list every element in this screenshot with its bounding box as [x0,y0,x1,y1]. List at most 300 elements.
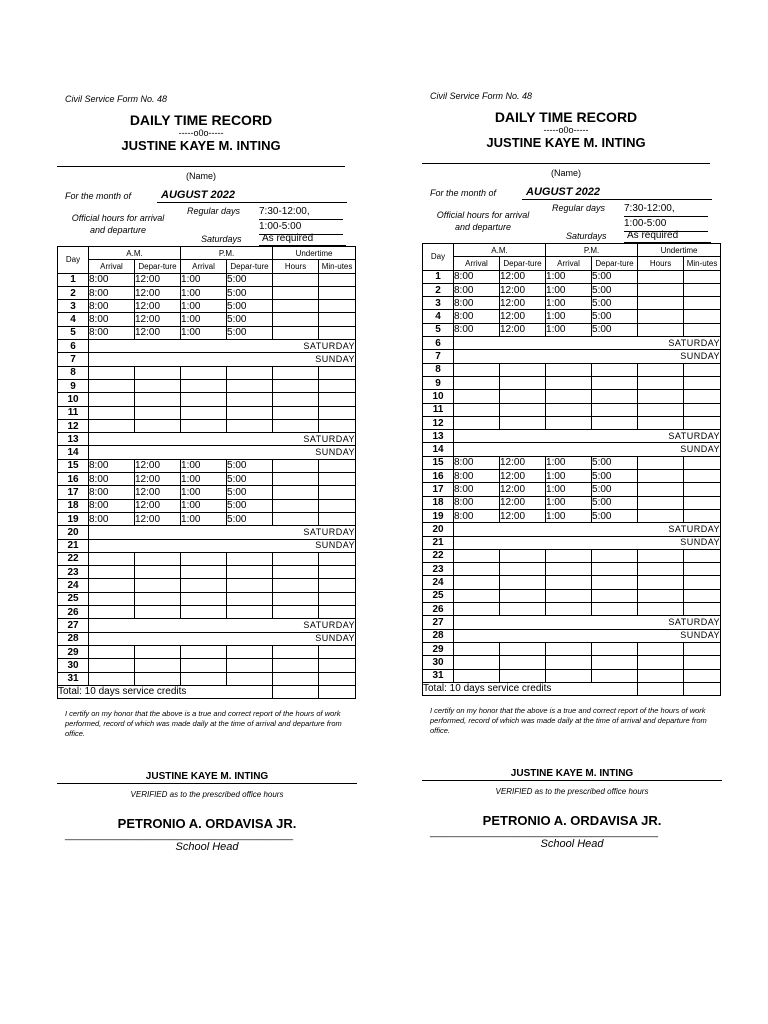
day-number: 12 [58,419,89,432]
undertime-hours-cell [638,270,684,283]
undertime-hours-cell [273,552,319,565]
am-arrival-cell: 8:00 [454,270,500,283]
pm-arrival-cell [546,589,592,602]
undertime-hours-cell [638,496,684,509]
pm-departure-cell [592,549,638,562]
day-number: 2 [423,283,454,296]
table-row [58,552,356,565]
pm-departure-cell [592,416,638,429]
pm-arrival-cell [181,659,227,672]
am-departure-cell: 12:00 [500,283,546,296]
pm-arrival-cell [181,579,227,592]
day-number: 17 [58,486,89,499]
undertime-minutes-cell [684,603,721,616]
day-number: 4 [58,313,89,326]
am-departure-cell: 12:00 [500,470,546,483]
table-row [58,273,356,286]
school-head-name: PETRONIO A. ORDAVISA JR. [482,813,662,829]
undertime-hours-cell [273,566,319,579]
pm-departure-cell [227,366,273,379]
am-departure-cell: 12:00 [135,313,181,326]
table-row [423,416,721,429]
undertime-minutes-cell [319,286,356,299]
am-departure-cell [500,656,546,669]
undertime-hours-cell [273,273,319,286]
header-am-departure: Depar-ture [500,257,546,270]
form-number: Civil Service Form No. 48 [65,94,168,104]
am-arrival-cell [89,672,135,685]
undertime-minutes-cell [319,379,356,392]
undertime-hours-cell [273,366,319,379]
day-number: 6 [423,337,454,350]
table-row [423,509,721,522]
undertime-hours-cell [638,323,684,336]
day-number: 27 [58,619,89,632]
pm-arrival-cell: 1:00 [181,486,227,499]
school-head-title: School Head [540,838,604,851]
school-head-title: School Head [175,841,239,854]
undertime-minutes-cell [319,273,356,286]
undertime-minutes-cell [684,403,721,416]
am-departure-cell: 12:00 [135,499,181,512]
employee-signature-name: JUSTINE KAYE M. INTING [422,768,722,781]
header-day: Day [58,247,89,274]
total-service-credits: Total: 10 days service credits [58,685,273,698]
day-number: 23 [58,566,89,579]
table-row [423,576,721,589]
pm-arrival-cell [181,645,227,658]
undertime-hours-cell [273,379,319,392]
am-arrival-cell: 8:00 [454,509,500,522]
month-row [57,188,357,204]
am-arrival-cell: 8:00 [89,486,135,499]
am-arrival-cell: 8:00 [89,499,135,512]
am-arrival-cell [454,563,500,576]
undertime-minutes-cell [684,589,721,602]
undertime-minutes-cell [319,512,356,525]
day-note: SATURDAY [89,340,356,353]
pm-arrival-cell: 1:00 [181,473,227,486]
regular-days-pm: 1:00-5:00 [259,220,343,235]
undertime-hours-cell [638,549,684,562]
day-number: 8 [423,363,454,376]
form-title: DAILY TIME RECORD [494,109,638,125]
name-caption: (Name) [550,168,581,178]
day-note: SUNDAY [89,446,356,459]
official-hours-block [57,204,357,246]
undertime-minutes-cell [319,459,356,472]
am-departure-cell [135,579,181,592]
day-number: 29 [423,642,454,655]
table-row [423,430,721,443]
table-row [423,549,721,562]
table-row [58,366,356,379]
pm-arrival-cell: 1:00 [181,300,227,313]
pm-arrival-cell [546,603,592,616]
am-departure-cell [135,645,181,658]
am-departure-cell [500,403,546,416]
am-departure-cell: 12:00 [500,323,546,336]
day-number: 25 [423,589,454,602]
pm-arrival-cell: 1:00 [546,283,592,296]
pm-departure-cell [227,579,273,592]
am-departure-cell [500,603,546,616]
undertime-hours-cell [638,403,684,416]
am-departure-cell [500,390,546,403]
undertime-hours-cell [273,645,319,658]
undertime-hours-cell [273,672,319,685]
table-row [58,592,356,605]
am-arrival-cell [89,566,135,579]
undertime-minutes-cell [684,669,721,682]
am-arrival-cell: 8:00 [89,512,135,525]
pm-departure-cell [227,659,273,672]
am-arrival-cell [89,659,135,672]
table-row [58,313,356,326]
undertime-minutes-cell [319,592,356,605]
table-row [423,642,721,655]
table-row [58,672,356,685]
am-departure-cell [135,592,181,605]
table-row [423,483,721,496]
regular-days-label: Regular days [187,206,241,216]
am-arrival-cell [454,376,500,389]
pm-arrival-cell [546,563,592,576]
table-row [58,379,356,392]
am-arrival-cell [89,393,135,406]
pm-departure-cell: 5:00 [227,300,273,313]
pm-departure-cell [227,552,273,565]
day-number: 27 [423,616,454,629]
table-row [58,579,356,592]
day-number: 17 [423,483,454,496]
undertime-hours-cell [638,603,684,616]
time-record-rows [423,270,721,682]
am-departure-cell: 12:00 [135,326,181,339]
pm-departure-cell: 5:00 [227,512,273,525]
pm-arrival-cell: 1:00 [546,509,592,522]
header-undertime: Undertime [273,247,356,260]
undertime-minutes-cell [684,483,721,496]
table-row [423,323,721,336]
day-note: SUNDAY [454,629,721,642]
undertime-minutes-cell [319,606,356,619]
header-am-arrival: Arrival [454,257,500,270]
table-row [58,353,356,366]
pm-arrival-cell: 1:00 [181,459,227,472]
name-underline [57,154,345,167]
school-head-name: PETRONIO A. ORDAVISA JR. [117,816,297,832]
header-pm: P.M. [546,244,638,257]
table-row [423,563,721,576]
pm-departure-cell [592,576,638,589]
day-number: 6 [58,340,89,353]
table-row [423,443,721,456]
day-note: SATURDAY [454,523,721,536]
table-row [423,656,721,669]
day-note: SATURDAY [89,433,356,446]
table-row [58,486,356,499]
am-departure-cell [500,642,546,655]
form-title: DAILY TIME RECORD [129,112,273,128]
day-note: SUNDAY [454,536,721,549]
pm-arrival-cell [546,363,592,376]
day-number: 3 [58,300,89,313]
undertime-minutes-cell [319,566,356,579]
am-departure-cell [500,549,546,562]
day-number: 23 [423,563,454,576]
am-departure-cell [135,379,181,392]
header-am: A.M. [454,244,546,257]
pm-departure-cell: 5:00 [592,496,638,509]
day-number: 4 [423,310,454,323]
table-row [423,523,721,536]
table-row [423,669,721,682]
am-arrival-cell: 8:00 [454,456,500,469]
am-arrival-cell: 8:00 [89,273,135,286]
pm-departure-cell: 5:00 [227,499,273,512]
day-number: 14 [58,446,89,459]
pm-arrival-cell [546,390,592,403]
am-arrival-cell [454,576,500,589]
am-departure-cell: 12:00 [135,486,181,499]
am-arrival-cell [89,406,135,419]
table-row [58,473,356,486]
undertime-hours-cell [273,659,319,672]
regular-days-am: 7:30-12:00, [624,202,708,217]
am-arrival-cell [454,642,500,655]
title-separator: -----o0o----- [543,125,589,135]
am-arrival-cell [89,592,135,605]
day-note: SATURDAY [89,619,356,632]
day-number: 30 [423,656,454,669]
table-row [423,403,721,416]
table-row [58,645,356,658]
day-number: 7 [58,353,89,366]
pm-departure-cell [592,669,638,682]
undertime-hours-cell [273,419,319,432]
table-row [58,499,356,512]
saturdays-label: Saturdays [201,234,242,244]
undertime-hours-cell [273,406,319,419]
undertime-minutes-cell [319,326,356,339]
pm-departure-cell: 5:00 [227,486,273,499]
am-arrival-cell [454,390,500,403]
regular-days-value [624,202,708,232]
header-pm-arrival: Arrival [546,257,592,270]
pm-departure-cell: 5:00 [592,283,638,296]
am-arrival-cell [454,363,500,376]
total-hours [638,682,684,695]
pm-departure-cell [227,566,273,579]
undertime-minutes-cell [684,323,721,336]
pm-departure-cell: 5:00 [227,273,273,286]
table-row [58,286,356,299]
am-departure-cell: 12:00 [500,509,546,522]
undertime-hours-cell [638,589,684,602]
table-row [58,326,356,339]
form-number: Civil Service Form No. 48 [430,91,533,101]
month-row [422,185,722,201]
undertime-minutes-cell [684,310,721,323]
am-departure-cell: 12:00 [500,270,546,283]
day-number: 20 [423,523,454,536]
header-pm-departure: Depar-ture [592,257,638,270]
pm-departure-cell: 5:00 [227,313,273,326]
pm-arrival-cell: 1:00 [181,273,227,286]
undertime-minutes-cell [684,496,721,509]
undertime-hours-cell [638,283,684,296]
day-number: 1 [423,270,454,283]
pm-arrival-cell: 1:00 [181,326,227,339]
pm-departure-cell: 5:00 [592,456,638,469]
table-row [58,659,356,672]
pm-arrival-cell [546,576,592,589]
table-row [58,446,356,459]
day-number: 13 [423,430,454,443]
day-note: SUNDAY [89,353,356,366]
table-row [423,536,721,549]
day-number: 29 [58,645,89,658]
pm-arrival-cell: 1:00 [546,270,592,283]
am-departure-cell: 12:00 [500,310,546,323]
am-departure-cell [500,576,546,589]
undertime-minutes-cell [319,393,356,406]
undertime-minutes-cell [684,656,721,669]
pm-departure-cell: 5:00 [592,297,638,310]
saturdays-label: Saturdays [566,231,607,241]
table-row [58,433,356,446]
undertime-hours-cell [273,459,319,472]
pm-arrival-cell: 1:00 [546,310,592,323]
table-row [58,459,356,472]
undertime-hours-cell [638,470,684,483]
undertime-minutes-cell [684,390,721,403]
table-row [423,283,721,296]
undertime-minutes-cell [319,659,356,672]
pm-departure-cell [227,406,273,419]
header-am-arrival: Arrival [89,260,135,273]
pm-departure-cell [227,606,273,619]
pm-departure-cell: 5:00 [592,270,638,283]
header-pm: P.M. [181,247,273,260]
am-departure-cell [135,419,181,432]
time-record-table [422,243,721,696]
pm-arrival-cell [181,366,227,379]
name-caption: (Name) [185,171,216,181]
am-arrival-cell [454,416,500,429]
certification-text: I certify on my honor that the above is a true and correct report of the hours of work performed, record of which was made daily at the time of arrival and departure from office. [430,706,707,736]
undertime-minutes-cell [684,470,721,483]
day-note: SUNDAY [454,350,721,363]
pm-departure-cell [227,393,273,406]
pm-departure-cell [592,589,638,602]
am-departure-cell: 12:00 [135,512,181,525]
undertime-hours-cell [638,376,684,389]
day-number: 31 [58,672,89,685]
pm-departure-cell [592,403,638,416]
undertime-minutes-cell [684,376,721,389]
undertime-minutes-cell [319,473,356,486]
day-number: 30 [58,659,89,672]
am-departure-cell [135,606,181,619]
pm-arrival-cell: 1:00 [546,297,592,310]
pm-departure-cell [227,592,273,605]
am-arrival-cell [89,419,135,432]
regular-days-pm: 1:00-5:00 [624,217,708,232]
header-minutes: Min-utes [319,260,356,273]
day-number: 21 [423,536,454,549]
am-departure-cell [500,669,546,682]
undertime-minutes-cell [684,456,721,469]
day-number: 26 [423,603,454,616]
pm-arrival-cell: 1:00 [181,313,227,326]
table-row [58,606,356,619]
pm-arrival-cell [546,656,592,669]
pm-arrival-cell [181,592,227,605]
table-row [423,589,721,602]
table-row [423,350,721,363]
month-value: AUGUST 2022 [522,185,712,200]
table-row [423,603,721,616]
table-row [423,297,721,310]
pm-arrival-cell [181,672,227,685]
undertime-minutes-cell [319,366,356,379]
am-arrival-cell [89,379,135,392]
undertime-minutes-cell [319,499,356,512]
am-departure-cell [500,376,546,389]
pm-departure-cell [592,603,638,616]
employee-name: JUSTINE KAYE M. INTING [121,138,281,153]
table-row [423,629,721,642]
am-departure-cell [135,566,181,579]
am-departure-cell: 12:00 [135,473,181,486]
pm-departure-cell [592,656,638,669]
table-row [423,310,721,323]
day-number: 10 [58,393,89,406]
day-number: 18 [58,499,89,512]
undertime-minutes-cell [319,406,356,419]
table-row [58,619,356,632]
table-row [423,376,721,389]
day-number: 15 [58,459,89,472]
dtr-form-right [422,89,722,851]
day-number: 16 [58,473,89,486]
header-pm-departure: Depar-ture [227,260,273,273]
day-note: SATURDAY [454,337,721,350]
am-departure-cell: 12:00 [135,300,181,313]
day-number: 19 [58,512,89,525]
regular-days-label: Regular days [552,203,606,213]
month-label: For the month of [65,191,132,201]
undertime-minutes-cell [319,419,356,432]
table-row [58,406,356,419]
name-underline [422,151,710,164]
am-arrival-cell [454,589,500,602]
undertime-minutes-cell [319,645,356,658]
pm-arrival-cell [546,549,592,562]
undertime-hours-cell [638,390,684,403]
pm-arrival-cell [181,566,227,579]
day-number: 31 [423,669,454,682]
undertime-hours-cell [638,483,684,496]
undertime-hours-cell [273,286,319,299]
am-arrival-cell [89,645,135,658]
am-arrival-cell [454,669,500,682]
day-number: 7 [423,350,454,363]
pm-arrival-cell [546,376,592,389]
day-number: 22 [58,552,89,565]
